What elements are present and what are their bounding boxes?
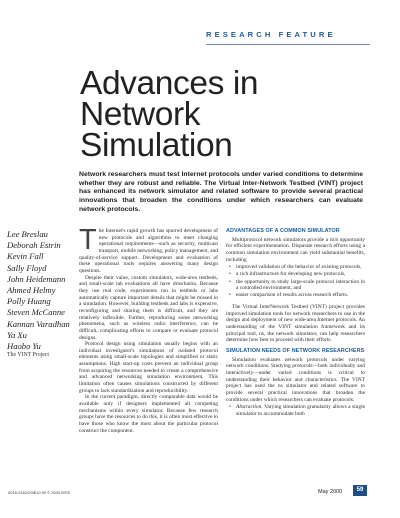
- section-label: RESEARCH FEATURE: [206, 30, 336, 39]
- list-item-term: Abstraction.: [236, 404, 263, 411]
- body-paragraph: Despite their value, custom simulators, wide-area testbeds, and small-scale lab evaluations all have drawbacks. Because they use real code, experiments run in testbeds or labs automatically capture important details that might be missed in a simulation. However, building testbeds and labs is expensive, reconfiguring and sharing them is difficult, and they are relatively inflexible. Further, reproducing some networking phenomena, such as wireless radio interference, can be difficult, complicating efforts to compare or evaluate protocol designs.: [79, 274, 218, 341]
- body-paragraph: Protocol design using simulation usually begins with an individual investigator's simulations of isolated protocol elements using small-scale topologies and simplified or static assumptions. High start-up costs prevent an individual group from acquiring the resources needed to create a comprehensive and advanced networking simulation environment. This limitation often causes simulations constructed by different groups to lack standardization and reproducibility.: [79, 341, 218, 394]
- author-name: Kevin Fall: [7, 251, 44, 262]
- list-item: • improved validation of the behavior of existing protocols,: [236, 264, 365, 271]
- author-name: Haobo Yu: [7, 340, 41, 351]
- author-name: Ahmed Helmy: [7, 284, 56, 295]
- title-line-3: Simulation: [80, 127, 233, 164]
- page-number: 59: [353, 485, 367, 496]
- body-column-left: [79, 224, 219, 434]
- body-paragraph: Simulation evaluates network protocols under varying network conditions. Studying protocols—both individually and interactively—under varied conditions is critical to understanding their behavior and characteristics. The VINT project has used the ns simulator and related software to provide several practical innovations that broaden the conditions under which researchers can evaluate protocols:: [226, 356, 365, 403]
- affiliation: The VINT Project: [7, 352, 49, 359]
- intro-paragraph: [79, 224, 219, 275]
- innovation-list: [226, 404, 365, 417]
- author-name: Lee Breslau: [7, 229, 48, 239]
- list-item: • the opportunity to study large-scale protocol interaction in a controlled environment, and: [236, 279, 365, 292]
- author-name: Kannan Varadhan: [7, 318, 70, 329]
- drop-cap: T: [79, 224, 97, 256]
- footer-date: May 2000: [318, 489, 343, 495]
- author-name: Polly Huang: [7, 296, 51, 307]
- body-column-right: [226, 228, 365, 419]
- section-heading: SIMULATION NEEDS OF NETWORK RESEARCHERS: [226, 348, 365, 354]
- footer-issn: 0018-9162/00/$10.00 © 2000 IEEE: [8, 490, 71, 495]
- author-name: John Heidemann: [7, 273, 66, 284]
- author-name: Deborah Estrin: [7, 240, 61, 251]
- author-name: Ya Xu: [7, 329, 27, 340]
- title-line-1: Advances in: [80, 65, 259, 102]
- list-item-text: Varying simulation granularity allows a single simulator to accommodate both: [236, 404, 365, 417]
- list-item: • a rich infrastructure for developing new protocols,: [236, 271, 365, 278]
- body-paragraph: In the current paradigm, directly comparable data would be available only if designers implemented all competing mechanisms within every simulator. Because few research groups have the resources to do this, it is often most effective to have those who know the most about the particular protocol construct the component.: [79, 394, 218, 434]
- list-item: • easier comparison of results across research efforts.: [236, 292, 365, 299]
- list-item: [236, 404, 365, 417]
- benefit-list: [226, 264, 365, 299]
- body-paragraph: The Virtual InterNetwork Testbed (VINT) project provides improved simulation tools for network researchers to use in the design and deployment of new wide-area Internet protocols. An understanding of the VINT simulation framework and its principal tool, ns, the network simulator, can help researchers determine how best to proceed with their efforts.: [226, 304, 365, 344]
- author-name: Sally Floyd: [7, 262, 47, 273]
- title-line-2: Network: [80, 96, 201, 133]
- intro-text: he Internet's rapid growth has spurred development of new protocols and algorithms to meet changing operational requirements—such as security, multicast transport, mobile networking, policy management, and quality-of-service support. Development and evaluation of these operational tools requires answering many design questions.: [79, 228, 219, 274]
- section-heading: ADVANTAGES OF A COMMON SIMULATOR: [226, 228, 340, 234]
- header-rule: [206, 44, 370, 45]
- article-title: [80, 65, 360, 164]
- author-list: [7, 229, 75, 359]
- author-name: Steven McCanne: [7, 307, 65, 318]
- body-paragraph: Multiprotocol network simulators provide a rich opportunity for efficient experimentation. Disparate research efforts using a common simulation environment can yield substantial benefits, including: [226, 236, 365, 263]
- abstract: Network researchers must test Internet protocols under varied conditions to determine whether they are robust and reliable. The Virtual Inter-Network Testbed (VINT) project has enhanced its network simulator and related software to provide several practical innovations that broaden the conditions under which researchers can evaluate network protocols.: [79, 171, 363, 213]
